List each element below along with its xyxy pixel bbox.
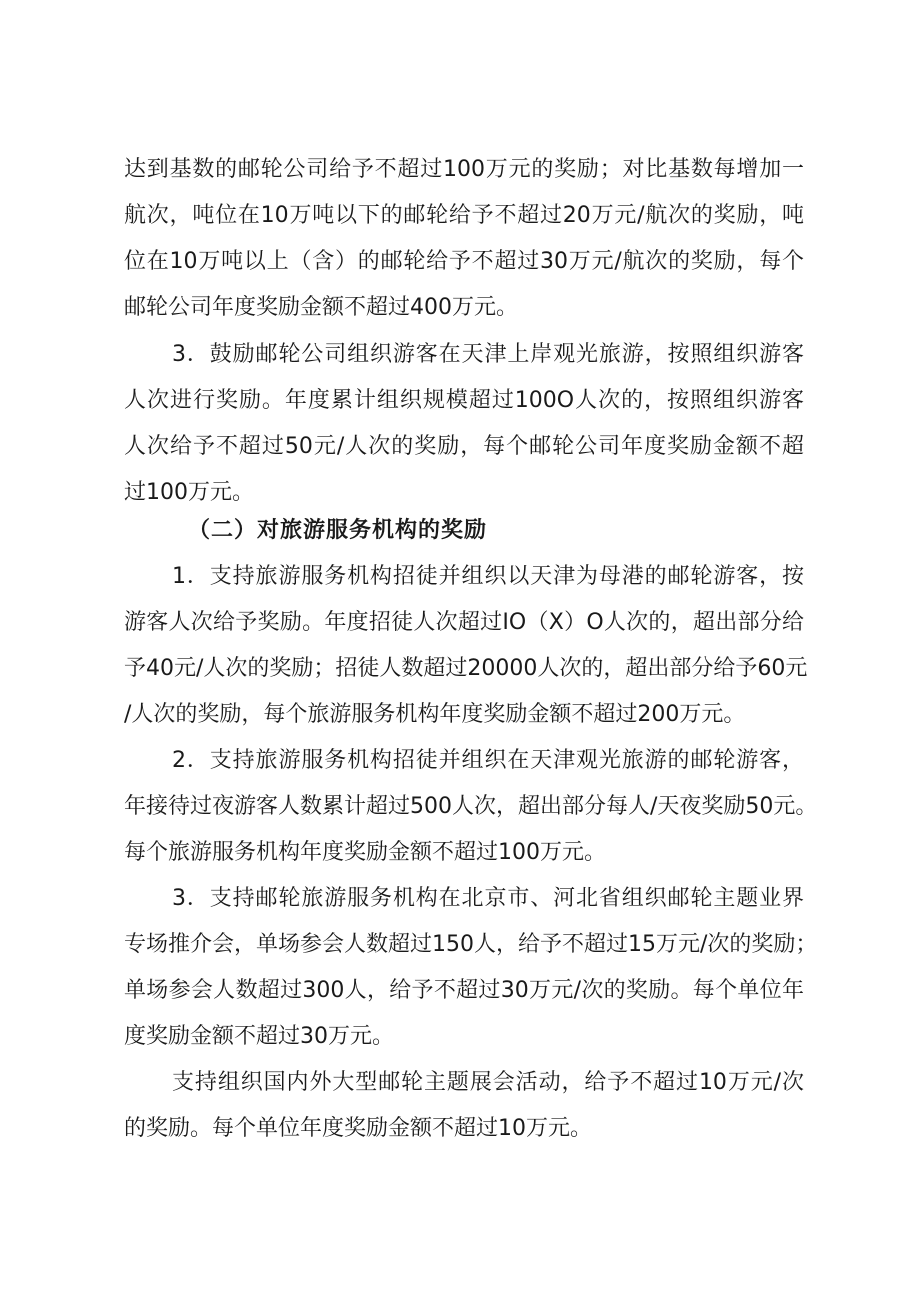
paragraph-line: 3．支持邮轮旅游服务机构在北京市、河北省组织邮轮主题业界: [172, 886, 804, 911]
paragraph-line: 专场推介会，单场参会人数超过150人，给予不超过15万元/次的奖励；: [124, 932, 818, 957]
paragraph-line: 达到基数的邮轮公司给予不超过100万元的奖励；对比基数每增加一: [124, 157, 804, 182]
paragraph-line: /人次的奖励，每个旅游服务机构年度奖励金额不超过200万元。: [124, 702, 746, 727]
paragraph-line: 人次进行奖励。年度累计组织规模超过100O人次的，按照组织游客: [124, 388, 804, 413]
paragraph-line: 人次给予不超过50元/人次的奖励，每个邮轮公司年度奖励金额不超: [124, 434, 804, 459]
paragraph-line: 支持组织国内外大型邮轮主题展会活动，给予不超过10万元/次: [172, 1070, 804, 1095]
paragraph-line: 每个旅游服务机构年度奖励金额不超过100万元。: [124, 840, 606, 865]
paragraph-line: 的奖励。每个单位年度奖励金额不超过10万元。: [124, 1116, 592, 1141]
paragraph-line: 年接待过夜游客人数累计超过500人次，超出部分每人/天夜奖励50元。: [124, 794, 818, 819]
paragraph-line: 位在10万吨以上（含）的邮轮给予不超过30万元/航次的奖励，每个: [124, 249, 804, 274]
paragraph-line: 2．支持旅游服务机构招徒并组织在天津观光旅游的邮轮游客，: [172, 748, 804, 773]
paragraph-line: 邮轮公司年度奖励金额不超过400万元。: [124, 295, 518, 320]
paragraph-line: 1．支持旅游服务机构招徒并组织以天津为母港的邮轮游客，按: [172, 564, 804, 589]
paragraph-line: 航次，吨位在10万吨以下的邮轮给予不超过20万元/航次的奖励，吨: [124, 203, 804, 228]
section-heading: （二）对旅游服务机构的奖励: [188, 518, 488, 543]
paragraph-line: 过100万元。: [124, 480, 254, 505]
paragraph-line: 单场参会人数超过300人，给予不超过30万元/次的奖励。每个单位年: [124, 978, 804, 1003]
paragraph-line: 予40元/人次的奖励；招徒人数超过20000人次的，超出部分给予60元: [124, 656, 808, 681]
paragraph-line: 度奖励金额不超过30万元。: [124, 1024, 394, 1049]
paragraph-line: 游客人次给予奖励。年度招徒人次超过IO（X）O人次的，超出部分给: [124, 610, 804, 635]
paragraph-line: 3．鼓励邮轮公司组织游客在天津上岸观光旅游，按照组织游客: [172, 342, 804, 367]
